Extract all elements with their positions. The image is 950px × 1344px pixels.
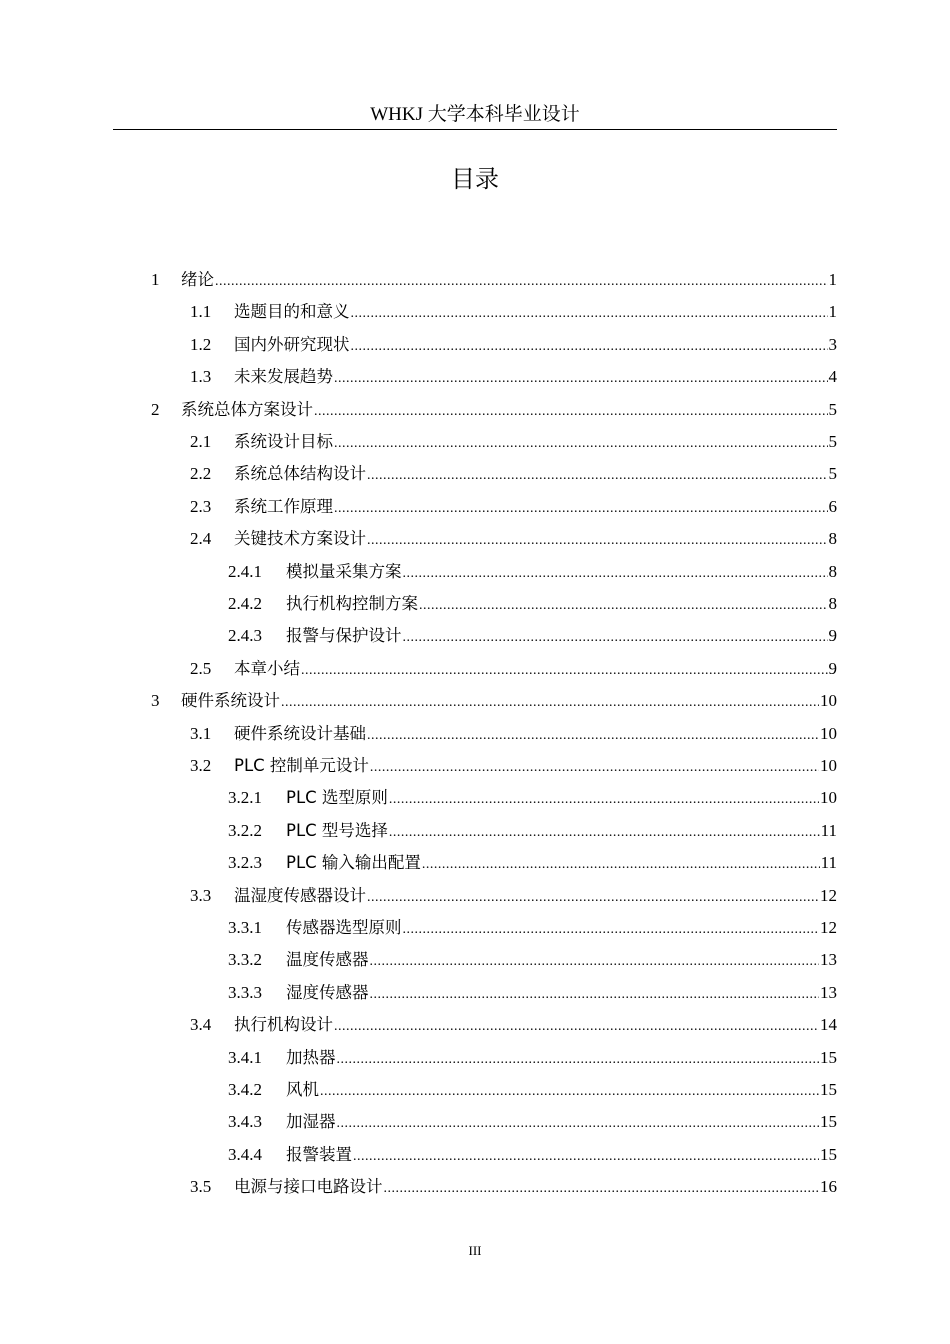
toc-entry[interactable] (228, 783, 837, 813)
toc-entry-page: 1 (828, 270, 837, 289)
toc-entry-title: 加热器 (286, 1047, 336, 1067)
toc-entry-number: 3.3.3 (228, 982, 262, 1002)
toc-entry-number: 1 (151, 270, 160, 289)
header-divider (113, 129, 837, 130)
toc-entry[interactable] (228, 1075, 837, 1105)
toc-entry[interactable] (151, 395, 837, 425)
toc-entry[interactable] (228, 816, 837, 846)
toc-entry-page: 16 (820, 1177, 837, 1197)
toc-entry-page: 10 (820, 723, 837, 743)
page-title: 目录 (451, 165, 499, 193)
toc-entry-number: 1.2 (190, 334, 212, 354)
toc-entry-page: 10 (820, 691, 837, 711)
toc-entry[interactable] (228, 589, 837, 619)
toc-entry-title: 未来发展趋势 (234, 367, 333, 387)
toc-entry-page: 4 (828, 367, 837, 387)
toc-entry-number: 1.3 (190, 367, 212, 387)
toc-entry-number: 3.2 (190, 756, 212, 775)
toc-entry-page: 12 (820, 885, 837, 905)
toc-entry-page: 15 (820, 1047, 837, 1067)
toc-entry[interactable] (151, 265, 837, 295)
toc-entry-title: 本章小结 (234, 658, 300, 678)
toc-entry-title: 系统总体结构设计 (234, 464, 366, 484)
toc-entry-title: 系统工作原理 (234, 496, 333, 516)
toc-entry-number: 2.4 (190, 529, 212, 549)
toc-entry[interactable] (190, 524, 837, 554)
dot-leader (320, 1077, 819, 1107)
dot-leader (334, 494, 828, 524)
toc-entry-page: 15 (820, 1144, 837, 1164)
toc-entry[interactable] (190, 881, 837, 911)
toc-entry[interactable] (190, 719, 837, 749)
dot-leader (367, 526, 828, 556)
toc-entry-title: PLC 选型原则 (286, 788, 388, 808)
dot-leader (384, 1174, 820, 1204)
toc-entry-page: 13 (820, 950, 837, 970)
toc-entry[interactable] (190, 1172, 837, 1202)
toc-entry-title: 温湿度传感器设计 (234, 885, 366, 905)
toc-entry-number: 2.1 (190, 432, 212, 451)
toc-entry-number: 2 (151, 399, 160, 419)
toc-entry-page: 8 (828, 561, 837, 581)
toc-entry[interactable] (190, 427, 837, 457)
toc-entry-page: 15 (820, 1080, 837, 1099)
toc-entry-number: 3.2.3 (228, 853, 262, 873)
toc-entry-page: 13 (820, 982, 837, 1002)
dot-leader (403, 623, 828, 653)
toc-entry-title: PLC 控制单元设计 (234, 756, 369, 775)
dot-leader (403, 559, 828, 589)
toc-entry[interactable] (190, 330, 837, 360)
dot-leader (334, 429, 828, 459)
toc-entry-number: 2.4.2 (228, 594, 262, 613)
dot-leader (367, 883, 819, 913)
toc-entry-title: 湿度传感器 (286, 982, 369, 1002)
toc-entry-page: 5 (828, 432, 837, 451)
toc-entry-number: 3.4.3 (228, 1112, 262, 1132)
toc-entry-title: 关键技术方案设计 (234, 529, 366, 549)
toc-entry[interactable] (190, 1010, 837, 1040)
toc-entry[interactable] (190, 492, 837, 522)
toc-entry-title: PLC 型号选择 (286, 820, 388, 840)
dot-leader (403, 915, 820, 945)
toc-entry-number: 3.3.2 (228, 950, 262, 970)
toc-entry-page: 11 (820, 820, 837, 840)
toc-entry-page: 15 (820, 1112, 837, 1132)
toc-entry[interactable] (228, 1140, 837, 1170)
toc-entry-title: 报警与保护设计 (286, 626, 402, 646)
page-number: III (468, 1243, 482, 1258)
dot-leader (334, 1012, 819, 1042)
dot-leader (334, 364, 828, 394)
dot-leader (215, 267, 828, 297)
toc-entry-title: 电源与接口电路设计 (234, 1177, 383, 1197)
dot-leader (370, 980, 820, 1010)
dot-leader (422, 850, 820, 880)
toc-entry-number: 3.3 (190, 885, 212, 905)
toc-entry[interactable] (228, 557, 837, 587)
toc-entry[interactable] (228, 913, 837, 943)
toc-entry-title: PLC 输入输出配置 (286, 853, 421, 873)
dot-leader (301, 656, 828, 686)
toc-entry[interactable] (228, 1107, 837, 1137)
toc-entry-title: 执行机构控制方案 (286, 594, 418, 613)
toc-entry-number: 3.4 (190, 1015, 212, 1035)
toc-entry-number: 2.5 (190, 658, 212, 678)
toc-entry[interactable] (190, 459, 837, 489)
toc-entry-page: 8 (828, 529, 837, 549)
dot-leader (367, 721, 819, 751)
toc-entry-title: 系统总体方案设计 (181, 399, 313, 419)
toc-entry-title: 选题目的和意义 (234, 302, 350, 322)
toc-entry[interactable] (228, 621, 837, 651)
toc-entry-title: 传感器选型原则 (286, 918, 402, 937)
dot-leader (389, 785, 819, 815)
toc-entry-number: 1.1 (190, 302, 212, 322)
toc-entry-title: 系统设计目标 (234, 432, 333, 451)
dot-leader (370, 947, 820, 977)
toc-entry-page: 14 (820, 1015, 837, 1035)
dot-leader (351, 299, 828, 329)
toc-entry-number: 3.1 (190, 723, 212, 743)
toc-entry-number: 3.4.1 (228, 1047, 262, 1067)
toc-entry-number: 2.4.3 (228, 626, 262, 646)
toc-entry-page: 9 (828, 658, 837, 678)
toc-entry[interactable] (228, 1043, 837, 1073)
toc-entry-number: 2.4.1 (228, 561, 262, 581)
toc-entry-number: 2.2 (190, 464, 212, 484)
toc-entry-title: 加湿器 (286, 1112, 336, 1132)
dot-leader (314, 397, 828, 427)
dot-leader (351, 332, 828, 362)
toc-entry-page: 6 (828, 496, 837, 516)
toc-entry-number: 3.3.1 (228, 918, 262, 937)
toc-entry-title: 硬件系统设计 (181, 691, 280, 711)
toc-entry[interactable] (228, 848, 837, 878)
dot-leader (337, 1109, 820, 1139)
toc-entry-number: 3.4.2 (228, 1080, 262, 1099)
dot-leader (353, 1142, 819, 1172)
toc-entry-number: 3.2.2 (228, 820, 262, 840)
toc-entry-title: 报警装置 (286, 1144, 352, 1164)
toc-entry-number: 3.2.1 (228, 788, 262, 808)
toc-entry[interactable] (190, 654, 837, 684)
toc-entry-page: 10 (820, 788, 837, 808)
toc-entry-page: 11 (820, 853, 837, 873)
toc-entry-page: 3 (828, 334, 837, 354)
toc-entry-page: 5 (828, 399, 837, 419)
toc-entry-page: 5 (828, 464, 837, 484)
dot-leader (419, 591, 828, 621)
toc-entry-page: 9 (828, 626, 837, 646)
toc-entry-title: 模拟量采集方案 (286, 561, 402, 581)
dot-leader (367, 461, 828, 491)
toc-entry[interactable] (190, 297, 837, 327)
dot-leader (389, 818, 820, 848)
toc-entry[interactable] (190, 751, 837, 781)
toc-entry[interactable] (151, 686, 837, 716)
toc-entry-title: 硬件系统设计基础 (234, 723, 366, 743)
toc-entry-title: 温度传感器 (286, 950, 369, 970)
toc-entry[interactable] (190, 362, 837, 392)
running-header: WHKJ 大学本科毕业设计 (370, 104, 580, 125)
toc-entry-title: 风机 (286, 1080, 319, 1099)
toc-entry-number: 3.4.4 (228, 1144, 262, 1164)
toc-entry-page: 8 (828, 594, 837, 613)
toc-entry-page: 10 (820, 756, 837, 775)
toc-entry-title: 绪论 (181, 270, 214, 289)
dot-leader (337, 1045, 820, 1075)
dot-leader (370, 753, 819, 783)
toc-entry-page: 1 (828, 302, 837, 322)
toc-entry-number: 3.5 (190, 1177, 212, 1197)
toc-entry-title: 国内外研究现状 (234, 334, 350, 354)
dot-leader (281, 688, 819, 718)
toc-entry-number: 2.3 (190, 496, 212, 516)
toc-entry[interactable] (228, 978, 837, 1008)
toc-entry-number: 3 (151, 691, 160, 711)
toc-entry[interactable] (228, 945, 837, 975)
toc-entry-page: 12 (820, 918, 837, 937)
toc-entry-title: 执行机构设计 (234, 1015, 333, 1035)
